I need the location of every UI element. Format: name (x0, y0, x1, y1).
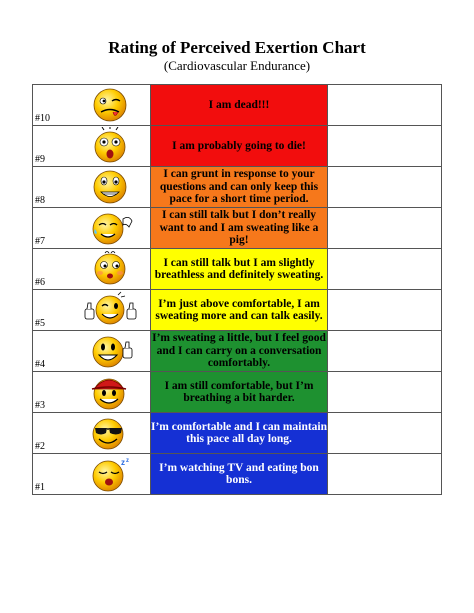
svg-text:z: z (126, 458, 129, 464)
level-cell (33, 167, 151, 208)
level-cell (33, 249, 151, 290)
page-subtitle: (Cardiovascular Endurance) (163, 58, 311, 73)
blank-cell (328, 372, 442, 413)
level-cell (33, 126, 151, 167)
thumbs-up-face-icon (83, 332, 137, 370)
table-row (33, 126, 442, 167)
level-cell (33, 85, 151, 126)
description-cell (151, 372, 328, 413)
description-cell (151, 290, 328, 331)
level-cell (33, 413, 151, 454)
blank-cell (328, 126, 442, 167)
table-row (33, 208, 442, 249)
sweating-face-icon (83, 209, 137, 247)
level-label: #8 (35, 195, 45, 206)
table-row (33, 372, 442, 413)
description-cell (151, 249, 328, 290)
table-row (33, 290, 442, 331)
winking-thumbs-up-face-icon (83, 291, 137, 329)
description-text: I can still talk but I am slightly breathless and definitely sweating. (154, 256, 324, 281)
description-text: I’m sweating a little, but I feel good and I can carry on a conversation comfortably. (152, 332, 326, 370)
level-label: #9 (35, 154, 45, 165)
sunglasses-face-icon (83, 414, 137, 452)
blank-cell (328, 85, 442, 126)
level-label: #5 (35, 318, 45, 329)
description-text: I’m just above comfortable, I am sweating more and can talk easily. (155, 297, 323, 322)
gasping-face-icon (83, 168, 137, 206)
cap-smiley-face-icon (83, 373, 137, 411)
description-text: I’m comfortable and I can maintain this pace all day long. (151, 420, 328, 445)
level-label: #1 (35, 482, 45, 493)
table-row (33, 167, 442, 208)
table-row (33, 85, 442, 126)
description-text: I can grunt in response to your questions and can only keep this pace for a short time period. (159, 168, 319, 206)
level-cell (33, 454, 151, 495)
level-label: #6 (35, 277, 45, 288)
description-cell (151, 454, 328, 495)
level-label: #7 (35, 236, 45, 247)
blank-cell (328, 454, 442, 495)
table-row (33, 331, 442, 372)
blank-cell (328, 167, 442, 208)
blank-cell (328, 249, 442, 290)
description-text: I am still comfortable, but I’m breathing a bit harder. (164, 379, 314, 404)
table-row (33, 413, 442, 454)
table-row (33, 454, 442, 495)
level-label: #2 (35, 441, 45, 452)
level-cell (33, 331, 151, 372)
blank-cell (328, 413, 442, 454)
description-text: I can still talk but I don’t really want to and I am sweating like a pig! (159, 209, 319, 247)
level-cell (33, 208, 151, 249)
level-label: #4 (35, 359, 45, 370)
flushed-face-icon (83, 250, 137, 288)
level-cell (33, 290, 151, 331)
description-cell (151, 331, 328, 372)
description-cell (151, 413, 328, 454)
svg-text:z: z (121, 458, 125, 467)
description-text: I am probably going to die! (172, 139, 306, 152)
description-cell (151, 126, 328, 167)
panicked-face-icon (83, 127, 137, 165)
blank-cell (328, 290, 442, 331)
blank-cell (328, 208, 442, 249)
description-text: I’m watching TV and eating bon bons. (159, 461, 319, 486)
description-cell (151, 85, 328, 126)
level-label: #10 (35, 113, 50, 124)
table-row (33, 249, 442, 290)
page-title: Rating of Perceived Exertion Chart (108, 38, 366, 57)
level-label: #3 (35, 400, 45, 411)
sleepy-face-icon (83, 455, 137, 493)
description-text: I am dead!!! (208, 98, 270, 111)
description-cell (151, 167, 328, 208)
level-cell (33, 372, 151, 413)
exertion-table (32, 84, 442, 495)
exhausted-face-icon (83, 86, 137, 124)
description-cell (151, 208, 328, 249)
blank-cell (328, 331, 442, 372)
